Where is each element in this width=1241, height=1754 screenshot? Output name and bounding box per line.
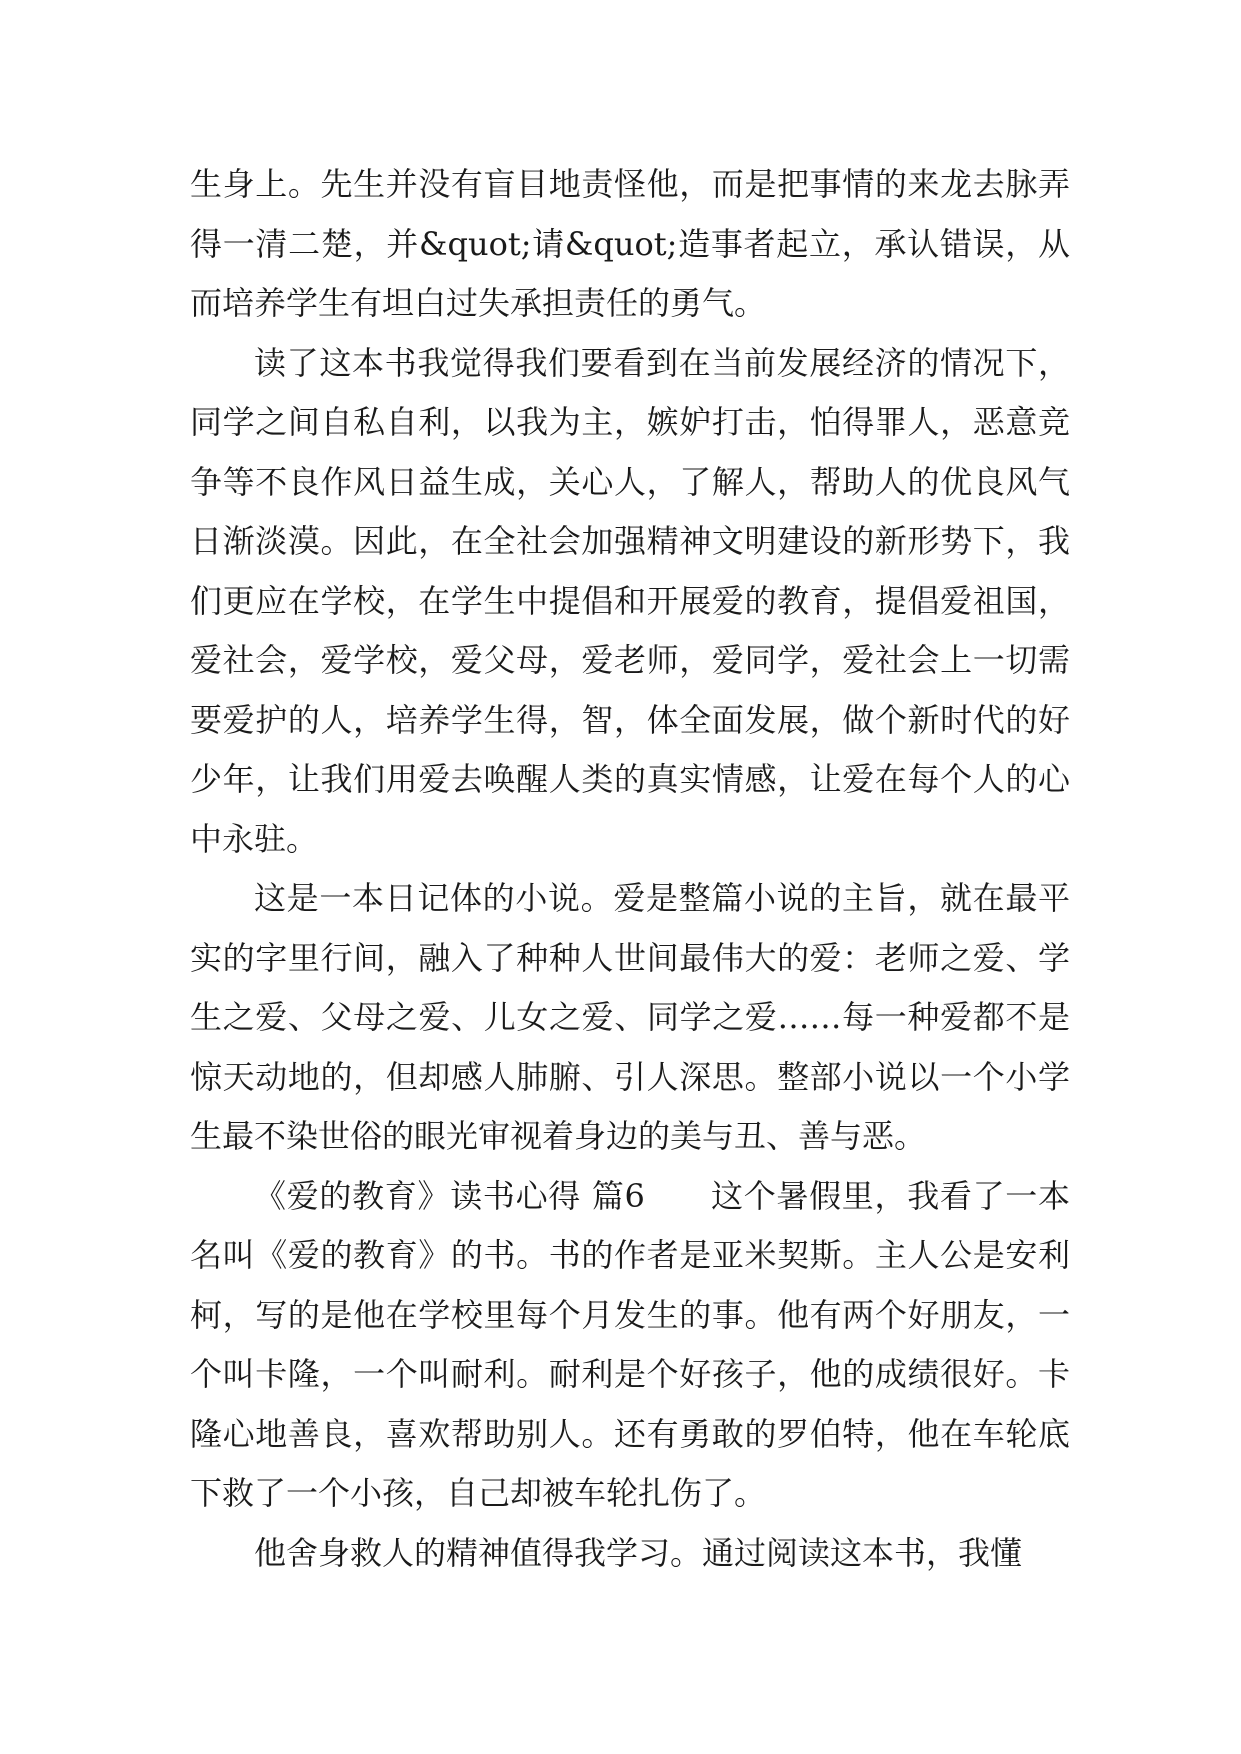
paragraph-3: 这是一本日记体的小说。爱是整篇小说的主旨，就在最平实的字里行间，融入了种种人世间最伟大的爱：老师之爱、学生之爱、父母之爱、儿女之爱、同学之爱……每一种爱都不是惊天动地的，但却感人肺腑、引人深思。整部小说以一个小学生最不染世俗的眼光审视着身边的美与丑、善与恶。	[190, 879, 1070, 1155]
document-body	[190, 155, 1070, 1583]
paragraph-2: 读了这本书我觉得我们要看到在当前发展经济的情况下，同学之间自私自利，以我为主，嫉妒打击，怕得罪人，恶意竞争等不良作风日益生成，关心人，了解人，帮助人的优良风气日渐淡漠。因此，在全社会加强精神文明建设的新形势下，我们更应在学校，在学生中提倡和开展爱的教育，提倡爱祖国，爱社会，爱学校，爱父母，爱老师，爱同学，爱社会上一切需要爱护的人，培养学生得，智，体全面发展，做个新时代的好少年，让我们用爱去唤醒人类的真实情感，让爱在每个人的心中永驻。	[190, 343, 1070, 858]
paragraph-1: 生身上。先生并没有盲目地责怪他，而是把事情的来龙去脉弄得一清二楚，并&quot;请&quot;造事者起立，承认错误，从而培养学生有坦白过失承担责任的勇气。	[190, 165, 1070, 322]
paragraph-5: 他舍身救人的精神值得我学习。通过阅读这本书，我懂	[254, 1533, 1023, 1572]
paragraph-4: 《爱的教育》读书心得 篇6 这个暑假里，我看了一本名叫《爱的教育》的书。书的作者是亚米契斯。主人公是安利柯，写的是他在学校里每个月发生的事。他有两个好朋友，一个叫卡隆，一个叫耐利。耐利是个好孩子，他的成绩很好。卡隆心地善良，喜欢帮助别人。还有勇敢的罗伯特，他在车轮底下救了一个小孩，自己却被车轮扎伤了。	[190, 1176, 1070, 1512]
